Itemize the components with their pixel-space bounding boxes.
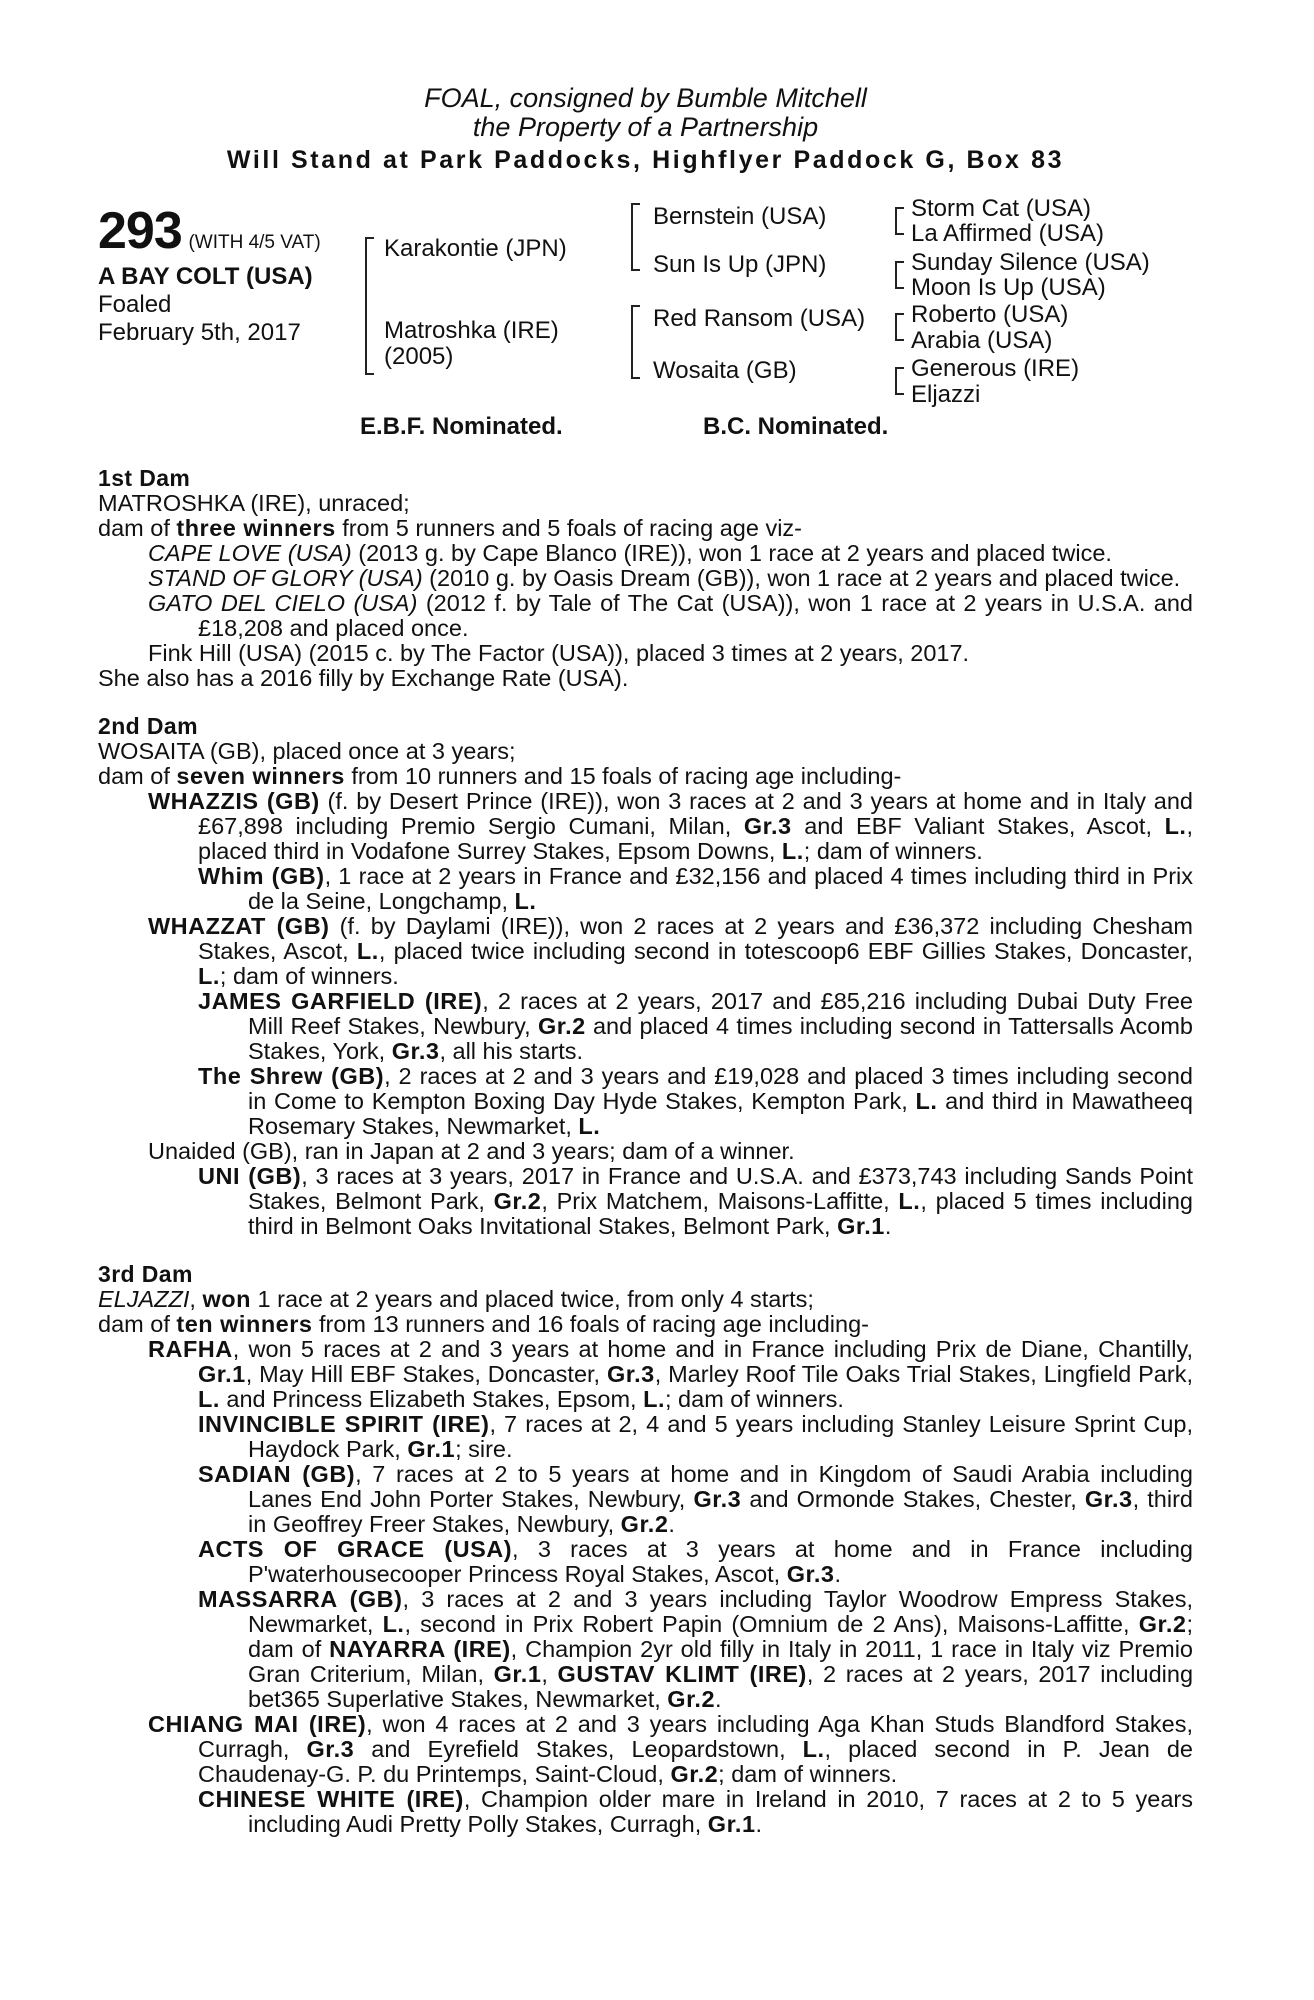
foaled-date: February 5th, 2017 bbox=[98, 319, 301, 346]
third-dam-section bbox=[98, 1261, 1193, 1837]
lot-number-line bbox=[98, 201, 321, 261]
offspring-entry: WHAZZAT (GB) (f. by Daylami (IRE)), won 2 races at 2 years and £36,372 including Chesham Stakes, Ascot, L., placed twice including second in totescoop6 EBF Gillies Stakes, Doncaster, L.; dam of winners. bbox=[148, 913, 1194, 989]
dam-year: (2005) bbox=[384, 343, 454, 370]
second-dam-title: 2nd Dam bbox=[98, 713, 198, 739]
offspring-entry: CHIANG MAI (IRE), won 4 races at 2 and 3 years including Aga Khan Studs Blandford Stakes, Curragh, Gr.3 and Eyrefield Stakes, Leopardstown, L., placed second in P. Jean de Chaudenay-G. P. du Printemps, Saint-Cloud, Gr.2; dam of winners. bbox=[148, 1711, 1193, 1787]
grandoffspring-entry: MASSARRA (GB), 3 races at 2 and 3 years including Taylor Woodrow Empress Stakes, Newmarket, L., second in Prix Robert Papin (Omnium de 2 Ans), Maisons-Laffitte, Gr.2; dam of NAYARRA (IRE), Champion 2yr old filly in Italy in 2011, 1 race in Italy viz Premio Gran Criterium, Milan, Gr.1, GUSTAV KLIMT (IRE), 2 races at 2 years, 2017 including bet365 Superlative Stakes, Newmarket, Gr.2. bbox=[198, 1586, 1194, 1712]
grandoffspring-entry: ACTS OF GRACE (USA), 3 races at 3 years at home and in France including P'waterhousecooper Princess Royal Stakes, Ascot, Gr.3. bbox=[198, 1536, 1193, 1587]
gen3-2: La Affirmed (USA) bbox=[911, 220, 1104, 247]
consignor-line: FOAL, consigned by Bumble Mitchell bbox=[424, 83, 867, 113]
offspring-entry: Unaided (GB), ran in Japan at 2 and 3 years; dam of a winner. bbox=[148, 1138, 795, 1164]
gen3-7: Generous (IRE) bbox=[911, 355, 1080, 382]
dam-sire: Red Ransom (USA) bbox=[653, 305, 866, 332]
gen3-1: Storm Cat (USA) bbox=[911, 195, 1092, 222]
catalogue-page bbox=[98, 84, 1193, 1837]
property-line: the Property of a Partnership bbox=[472, 112, 819, 142]
grandoffspring-entry: JAMES GARFIELD (IRE), 2 races at 2 years, 2017 and £85,216 including Dubai Duty Free Mill Reef Stakes, Newbury, Gr.2 and placed 4 times including second in Tattersalls Acomb Stakes, York, Gr.3, all his starts. bbox=[198, 988, 1193, 1064]
gen3-5: Roberto (USA) bbox=[911, 301, 1069, 328]
bracket-ds bbox=[895, 313, 904, 341]
first-dam-section bbox=[98, 465, 1193, 691]
vat-note: (WITH 4/5 VAT) bbox=[188, 232, 321, 253]
bracket-gen1 bbox=[365, 237, 374, 375]
gen3-3: Sunday Silence (USA) bbox=[911, 249, 1150, 276]
sire-name: Karakontie (JPN) bbox=[384, 235, 567, 262]
gen3-6: Arabia (USA) bbox=[911, 327, 1053, 354]
stand-location: Will Stand at Park Paddocks, Highflyer Paddock G, Box 83 bbox=[226, 146, 1065, 174]
first-dam-name: MATROSHKA (IRE), unraced; bbox=[98, 490, 410, 516]
grandoffspring-entry: UNI (GB), 3 races at 3 years, 2017 in France and U.S.A. and £373,743 including Sands Point Stakes, Belmont Park, Gr.2, Prix Matchem, Maisons-Laffitte, L., placed 5 times including third in Belmont Oaks Invitational Stakes, Belmont Park, Gr.1. bbox=[198, 1163, 1193, 1239]
third-dam-title: 3rd Dam bbox=[98, 1261, 193, 1287]
second-dam-name: WOSAITA (GB), placed once at 3 years; bbox=[98, 738, 516, 764]
grandoffspring-entry: SADIAN (GB), 7 races at 2 to 5 years at home and in Kingdom of Saudi Arabia including Lanes End John Porter Stakes, Newbury, Gr.3 and Ormonde Stakes, Chester, Gr.3, third in Geoffrey Freer Stakes, Newbury, Gr.2. bbox=[198, 1461, 1193, 1537]
sire-sire: Bernstein (USA) bbox=[653, 203, 827, 230]
offspring-entry: STAND OF GLORY (USA) (2010 g. by Oasis Dream (GB)), won 1 race at 2 years and placed twice. bbox=[148, 565, 1181, 591]
first-dam-title: 1st Dam bbox=[98, 465, 191, 491]
grandoffspring-entry: The Shrew (GB), 2 races at 2 and 3 years and £19,028 and placed 3 times including second in Come to Kempton Boxing Day Hyde Stakes, Kempton Park, L. and third in Mawatheeq Rosemary Stakes, Newmarket, L. bbox=[198, 1063, 1194, 1139]
second-dam-summary: dam of seven winners from 10 runners and 15 foals of racing age including- bbox=[98, 763, 902, 789]
grandoffspring-entry: Whim (GB), 1 race at 2 years in France and £32,156 and placed 4 times including third in Prix de la Seine, Longchamp, L. bbox=[198, 863, 1194, 914]
gen3-4: Moon Is Up (USA) bbox=[911, 274, 1106, 301]
third-dam-name: ELJAZZI, won 1 race at 2 years and placed twice, from only 4 starts; bbox=[98, 1286, 814, 1312]
bc-nominated: B.C. Nominated. bbox=[703, 413, 889, 440]
foaled-label: Foaled bbox=[98, 291, 172, 318]
bracket-sd bbox=[895, 261, 904, 289]
offspring-entry: Fink Hill (USA) (2015 c. by The Factor (USA)), placed 3 times at 2 years, 2017. bbox=[148, 640, 970, 666]
bracket-dd bbox=[895, 367, 904, 395]
sire-dam: Sun Is Up (JPN) bbox=[653, 251, 827, 278]
ebf-nominated: E.B.F. Nominated. bbox=[360, 413, 563, 440]
lot-number: 293 bbox=[98, 202, 182, 260]
first-dam-summary: dam of three winners from 5 runners and 5 foals of racing age viz- bbox=[98, 515, 802, 541]
additional-foal-note: She also has a 2016 filly by Exchange Rate (USA). bbox=[98, 665, 629, 691]
gen3-8: Eljazzi bbox=[911, 381, 981, 408]
bracket-ss bbox=[895, 207, 904, 235]
bracket-dam bbox=[631, 305, 640, 379]
dam-dam: Wosaita (GB) bbox=[653, 357, 797, 384]
third-dam-summary: dam of ten winners from 13 runners and 16 foals of racing age including- bbox=[98, 1311, 869, 1337]
offspring-entry: GATO DEL CIELO (USA) (2012 f. by Tale of The Cat (USA)), won 1 race at 2 years in U.S.A. and £18,208 and placed once. bbox=[148, 590, 1193, 641]
grandoffspring-entry: INVINCIBLE SPIRIT (IRE), 7 races at 2, 4 and 5 years including Stanley Leisure Sprint Cup, Haydock Park, Gr.1; sire. bbox=[198, 1411, 1194, 1462]
second-dam-section bbox=[98, 713, 1193, 1239]
offspring-entry: CAPE LOVE (USA) (2013 g. by Cape Blanco (IRE)), won 1 race at 2 years and placed twice. bbox=[148, 540, 1112, 566]
lot-title: A BAY COLT (USA) bbox=[98, 263, 313, 290]
bracket-sire bbox=[631, 203, 640, 271]
offspring-entry: RAFHA, won 5 races at 2 and 3 years at home and in France including Prix de Diane, Chantilly, Gr.1, May Hill EBF Stakes, Doncaster, Gr.3, Marley Roof Tile Oaks Trial Stakes, Lingfield Park, L. and Princess Elizabeth Stakes, Epsom, L.; dam of winners. bbox=[148, 1336, 1193, 1412]
offspring-entry: WHAZZIS (GB) (f. by Desert Prince (IRE)), won 3 races at 2 and 3 years at home and in Italy and £67,898 including Premio Sergio Cumani, Milan, Gr.3 and EBF Valiant Stakes, Ascot, L., placed third in Vodafone Surrey Stakes, Epsom Downs, L.; dam of winners. bbox=[148, 788, 1193, 864]
dam-name: Matroshka (IRE) bbox=[384, 317, 559, 344]
lot-header bbox=[98, 84, 1193, 177]
pedigree-block bbox=[98, 195, 1193, 445]
grandoffspring-entry: CHINESE WHITE (IRE), Champion older mare in Ireland in 2010, 7 races at 2 to 5 years including Audi Pretty Polly Stakes, Curragh, Gr.1. bbox=[198, 1786, 1193, 1837]
